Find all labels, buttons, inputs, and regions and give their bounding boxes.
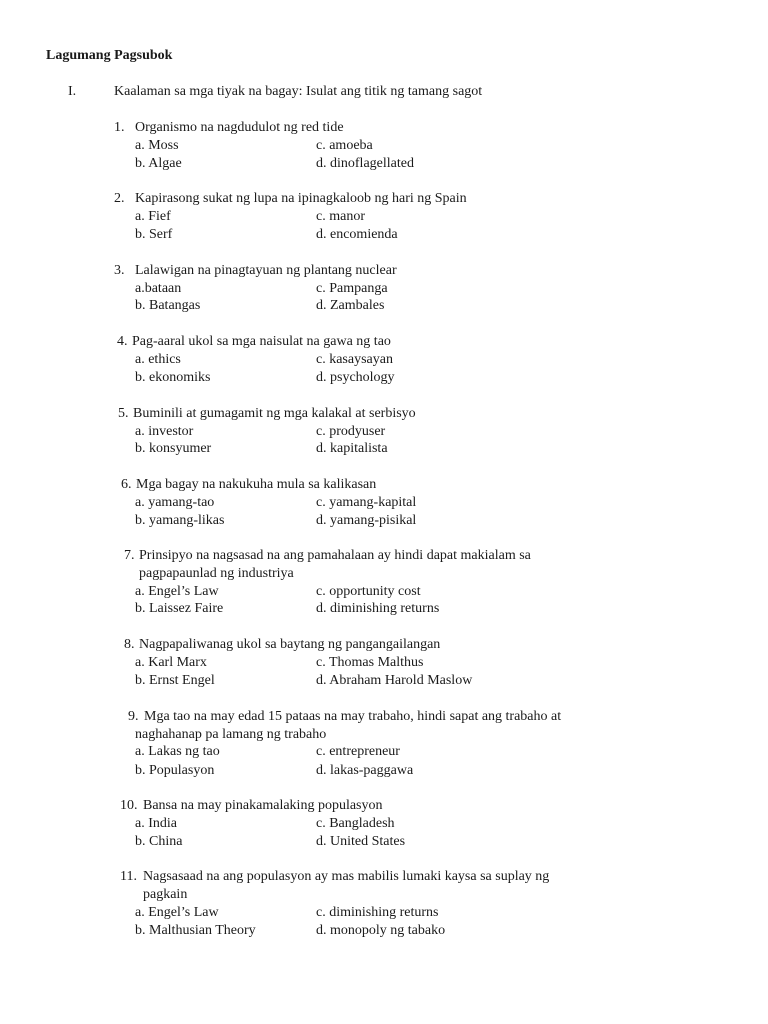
- option-c: c. kasaysayan: [316, 352, 393, 367]
- option-b: b. Algae: [135, 156, 182, 171]
- question-number: 7.: [124, 548, 135, 563]
- option-d: d. monopoly ng tabako: [316, 923, 446, 938]
- option-d: d. Abraham Harold Maslow: [316, 673, 473, 688]
- question-number: 2.: [114, 191, 125, 206]
- option-b: b. ekonomiks: [135, 370, 211, 385]
- option-a: a. Lakas ng tao: [135, 744, 220, 759]
- option-a: a. India: [135, 816, 177, 831]
- question-text: Organismo na nagdudulot ng red tide: [135, 120, 344, 135]
- question-text: Nagpapaliwanag ukol sa baytang ng pangangailangan: [139, 637, 441, 652]
- option-a: a. Moss: [135, 138, 179, 153]
- option-a: a. Fief: [135, 209, 171, 224]
- question-text: Mga bagay na nakukuha mula sa kalikasan: [136, 477, 377, 492]
- section-instruction: Kaalaman sa mga tiyak na bagay: Isulat ang titik ng tamang sagot: [114, 84, 483, 99]
- option-d: d. yamang-pisikal: [316, 513, 417, 528]
- question-number: 11.: [120, 869, 137, 884]
- option-b: b. konsyumer: [135, 441, 212, 456]
- question-text: Pag-aaral ukol sa mga naisulat na gawa ng tao: [132, 334, 391, 349]
- option-a: a. investor: [135, 424, 194, 439]
- question-text: pagkain: [143, 887, 188, 902]
- option-c: c. prodyuser: [316, 424, 386, 439]
- question-text: Lalawigan na pinagtayuan ng plantang nuclear: [135, 263, 397, 278]
- option-c: c. Thomas Malthus: [316, 655, 424, 670]
- question-text: naghahanap pa lamang ng trabaho: [135, 727, 327, 742]
- option-b: b. Laissez Faire: [135, 601, 224, 616]
- question-text: pagpapaunlad ng industriya: [139, 566, 294, 581]
- question-text: Bansa na may pinakamalaking populasyon: [143, 798, 383, 813]
- option-a: a. ethics: [135, 352, 181, 367]
- question-text: Kapirasong sukat ng lupa na ipinagkaloob ng hari ng Spain: [135, 191, 467, 206]
- option-c: c. diminishing returns: [316, 905, 439, 920]
- page-title: Lagumang Pagsubok: [46, 48, 173, 63]
- option-d: d. Zambales: [316, 298, 385, 313]
- option-c: c. manor: [316, 209, 365, 224]
- option-b: b. Populasyon: [135, 763, 215, 778]
- option-d: d. United States: [316, 834, 406, 849]
- question-number: 1.: [114, 120, 125, 135]
- option-d: d. encomienda: [316, 227, 398, 242]
- option-b: b. Serf: [135, 227, 173, 242]
- option-d: d. dinoflagellated: [316, 156, 414, 171]
- question-number: 3.: [114, 263, 125, 278]
- question-text: Buminili at gumagamit ng mga kalakal at serbisyo: [133, 406, 416, 421]
- option-a: a. Karl Marx: [135, 655, 207, 670]
- question-text: Nagsasaad na ang populasyon ay mas mabilis lumaki kaysa sa suplay ng: [143, 869, 550, 884]
- option-b: b. Malthusian Theory: [135, 923, 256, 938]
- option-c: c. opportunity cost: [316, 584, 421, 599]
- option-a: a. yamang-tao: [135, 495, 215, 510]
- option-b: b. Ernst Engel: [135, 673, 215, 688]
- section-numeral: I.: [68, 84, 77, 99]
- option-d: d. psychology: [316, 370, 395, 385]
- option-b: b. China: [135, 834, 183, 849]
- question-text: Mga tao na may edad 15 pataas na may trabaho, hindi sapat ang trabaho at: [144, 709, 562, 724]
- option-c: c. Pampanga: [316, 281, 388, 296]
- option-c: c. amoeba: [316, 138, 373, 153]
- option-c: c. Bangladesh: [316, 816, 395, 831]
- question-number: 10.: [120, 798, 138, 813]
- option-c: c. entrepreneur: [316, 744, 400, 759]
- option-a: a. Engel’s Law: [135, 905, 219, 920]
- option-d: d. diminishing returns: [316, 601, 440, 616]
- question-text: Prinsipyo na nagsasad na ang pamahalaan ay hindi dapat makialam sa: [139, 548, 531, 563]
- option-d: d. kapitalista: [316, 441, 388, 456]
- option-a: a. Engel’s Law: [135, 584, 219, 599]
- option-b: b. Batangas: [135, 298, 201, 313]
- option-d: d. lakas-paggawa: [316, 763, 414, 778]
- question-number: 9.: [128, 709, 139, 724]
- option-c: c. yamang-kapital: [316, 495, 417, 510]
- question-number: 8.: [124, 637, 135, 652]
- option-b: b. yamang-likas: [135, 513, 225, 528]
- question-number: 4.: [117, 334, 128, 349]
- option-a: a.bataan: [135, 281, 182, 296]
- question-number: 5.: [118, 406, 129, 421]
- question-number: 6.: [121, 477, 132, 492]
